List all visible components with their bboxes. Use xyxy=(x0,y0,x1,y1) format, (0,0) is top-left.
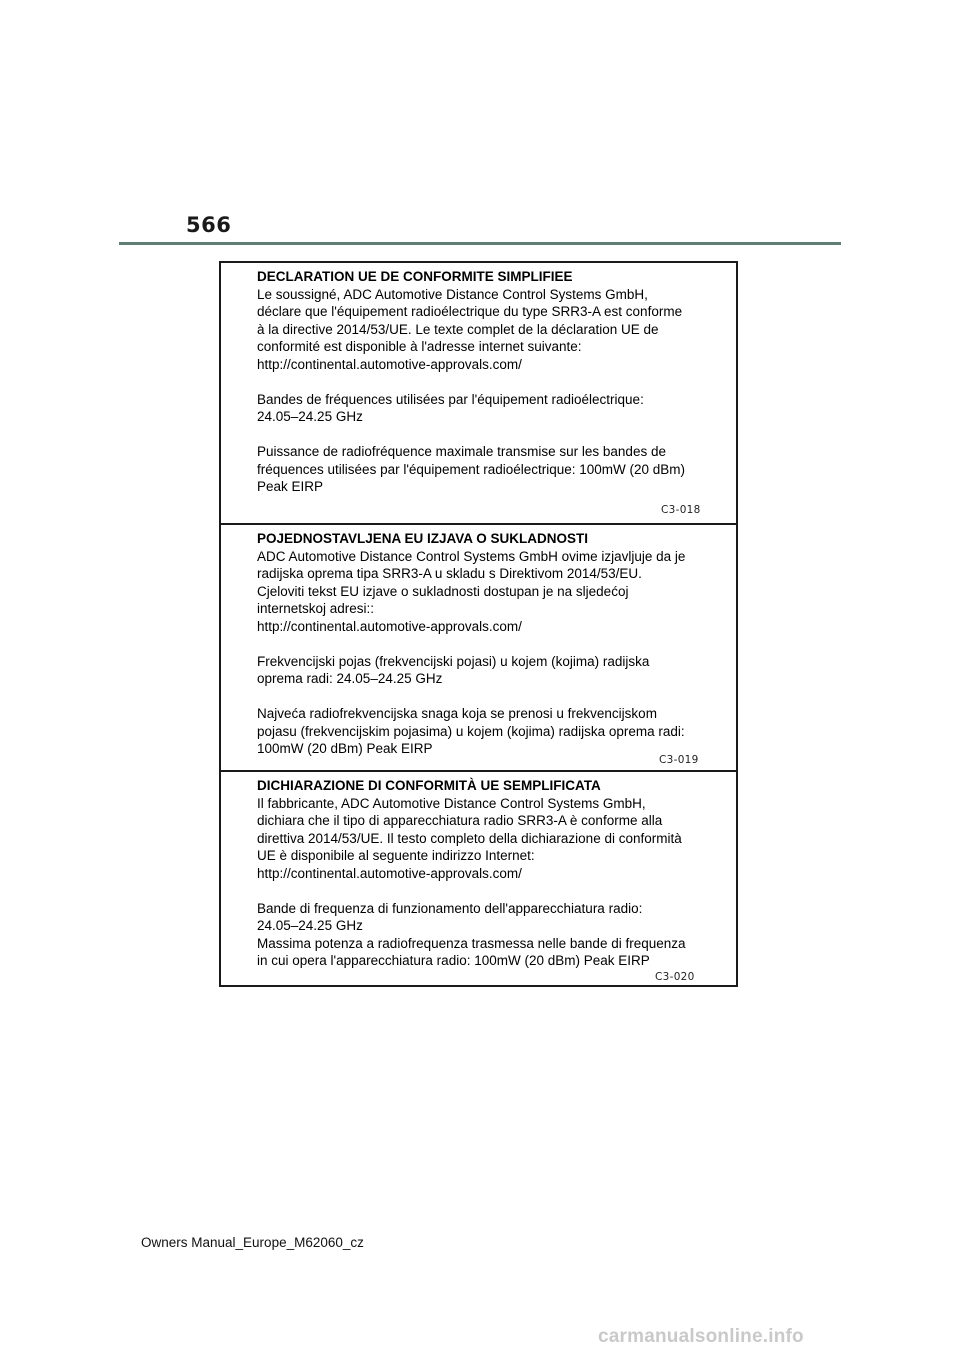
section-title: DICHIARAZIONE DI CONFORMITÀ UE SEMPLIFICATA xyxy=(257,778,601,793)
text-line: conformité est disponible à l'adresse internet suivante: xyxy=(257,339,582,354)
text-line: dichiara che il tipo di apparecchiatura radio SRR3-A è conforme alla xyxy=(257,813,663,828)
page-footer: Owners Manual_Europe_M62060_cz xyxy=(141,1235,364,1250)
text-line: Bandes de fréquences utilisées par l'équipement radioélectrique: xyxy=(257,391,644,407)
text-line: Puissance de radiofréquence maximale transmise sur les bandes de xyxy=(257,444,666,459)
text-line: Frekvencijski pojas (frekvencijski pojasi) u kojem (kojima) radijska xyxy=(257,653,650,669)
text-line: UE è disponibile al seguente indirizzo Internet: xyxy=(257,848,535,863)
url-text: http://continental.automotive-approvals.com/ xyxy=(257,356,522,372)
section-code: C3-018 xyxy=(661,504,701,516)
text-line: Massima potenza a radiofrequenza trasmessa nelle bande di frequenza xyxy=(257,935,686,951)
text-line: ADC Automotive Distance Control Systems GmbH ovime izjavljuje da je xyxy=(257,548,686,564)
text-line: internetskoj adresi:: xyxy=(257,601,375,616)
section-title: DECLARATION UE DE CONFORMITE SIMPLIFIEE xyxy=(257,269,573,284)
declaration-section-italian xyxy=(221,770,736,987)
text-line: Bande di frequenza di funzionamento dell'apparecchiatura radio: xyxy=(257,900,643,916)
text-line: oprema radi: 24.05–24.25 GHz xyxy=(257,671,443,686)
text-line: 24.05–24.25 GHz xyxy=(257,409,363,424)
declaration-box xyxy=(219,261,738,987)
text-line: Il fabbricante, ADC Automotive Distance Control Systems GmbH, xyxy=(257,795,646,811)
declaration-section-french xyxy=(221,263,736,523)
section-code: C3-019 xyxy=(659,754,699,766)
url-text: http://continental.automotive-approvals.com/ xyxy=(257,618,522,634)
header-divider xyxy=(119,242,841,245)
text-line: Cjeloviti tekst EU izjave o sukladnosti dostupan je na sljedećoj xyxy=(257,583,629,599)
text-line: Peak EIRP xyxy=(257,479,324,494)
url-text: http://continental.automotive-approvals.com/ xyxy=(257,865,522,881)
text-line: Le soussigné, ADC Automotive Distance Control Systems GmbH, xyxy=(257,286,648,302)
text-line: fréquences utilisées par l'équipement radioélectrique: 100mW (20 dBm) xyxy=(257,461,686,477)
text-line: pojasu (frekvencijskim pojasima) u kojem (kojima) radijska oprema radi: xyxy=(257,723,685,739)
section-title: POJEDNOSTAVLJENA EU IZJAVA O SUKLADNOSTI xyxy=(257,531,589,546)
text-line: 24.05–24.25 GHz xyxy=(257,918,363,933)
page-number: 566 xyxy=(186,213,232,237)
text-line: direttiva 2014/53/UE. Il testo completo della dichiarazione di conformità xyxy=(257,830,682,846)
text-line: Najveća radiofrekvencijska snaga koja se prenosi u frekvencijskom xyxy=(257,706,657,721)
watermark: carmanualsonline.info xyxy=(598,1326,804,1347)
text-line: à la directive 2014/53/UE. Le texte complet de la déclaration UE de xyxy=(257,321,659,337)
declaration-section-croatian xyxy=(221,523,736,770)
text-line: déclare que l'équipement radioélectrique du type SRR3-A est conforme xyxy=(257,304,683,319)
text-line: 100mW (20 dBm) Peak EIRP xyxy=(257,741,433,756)
text-line: radijska oprema tipa SRR3-A u skladu s Direktivom 2014/53/EU. xyxy=(257,566,642,581)
section-code: C3-020 xyxy=(655,971,695,983)
text-line: in cui opera l'apparecchiatura radio: 100mW (20 dBm) Peak EIRP xyxy=(257,953,650,968)
